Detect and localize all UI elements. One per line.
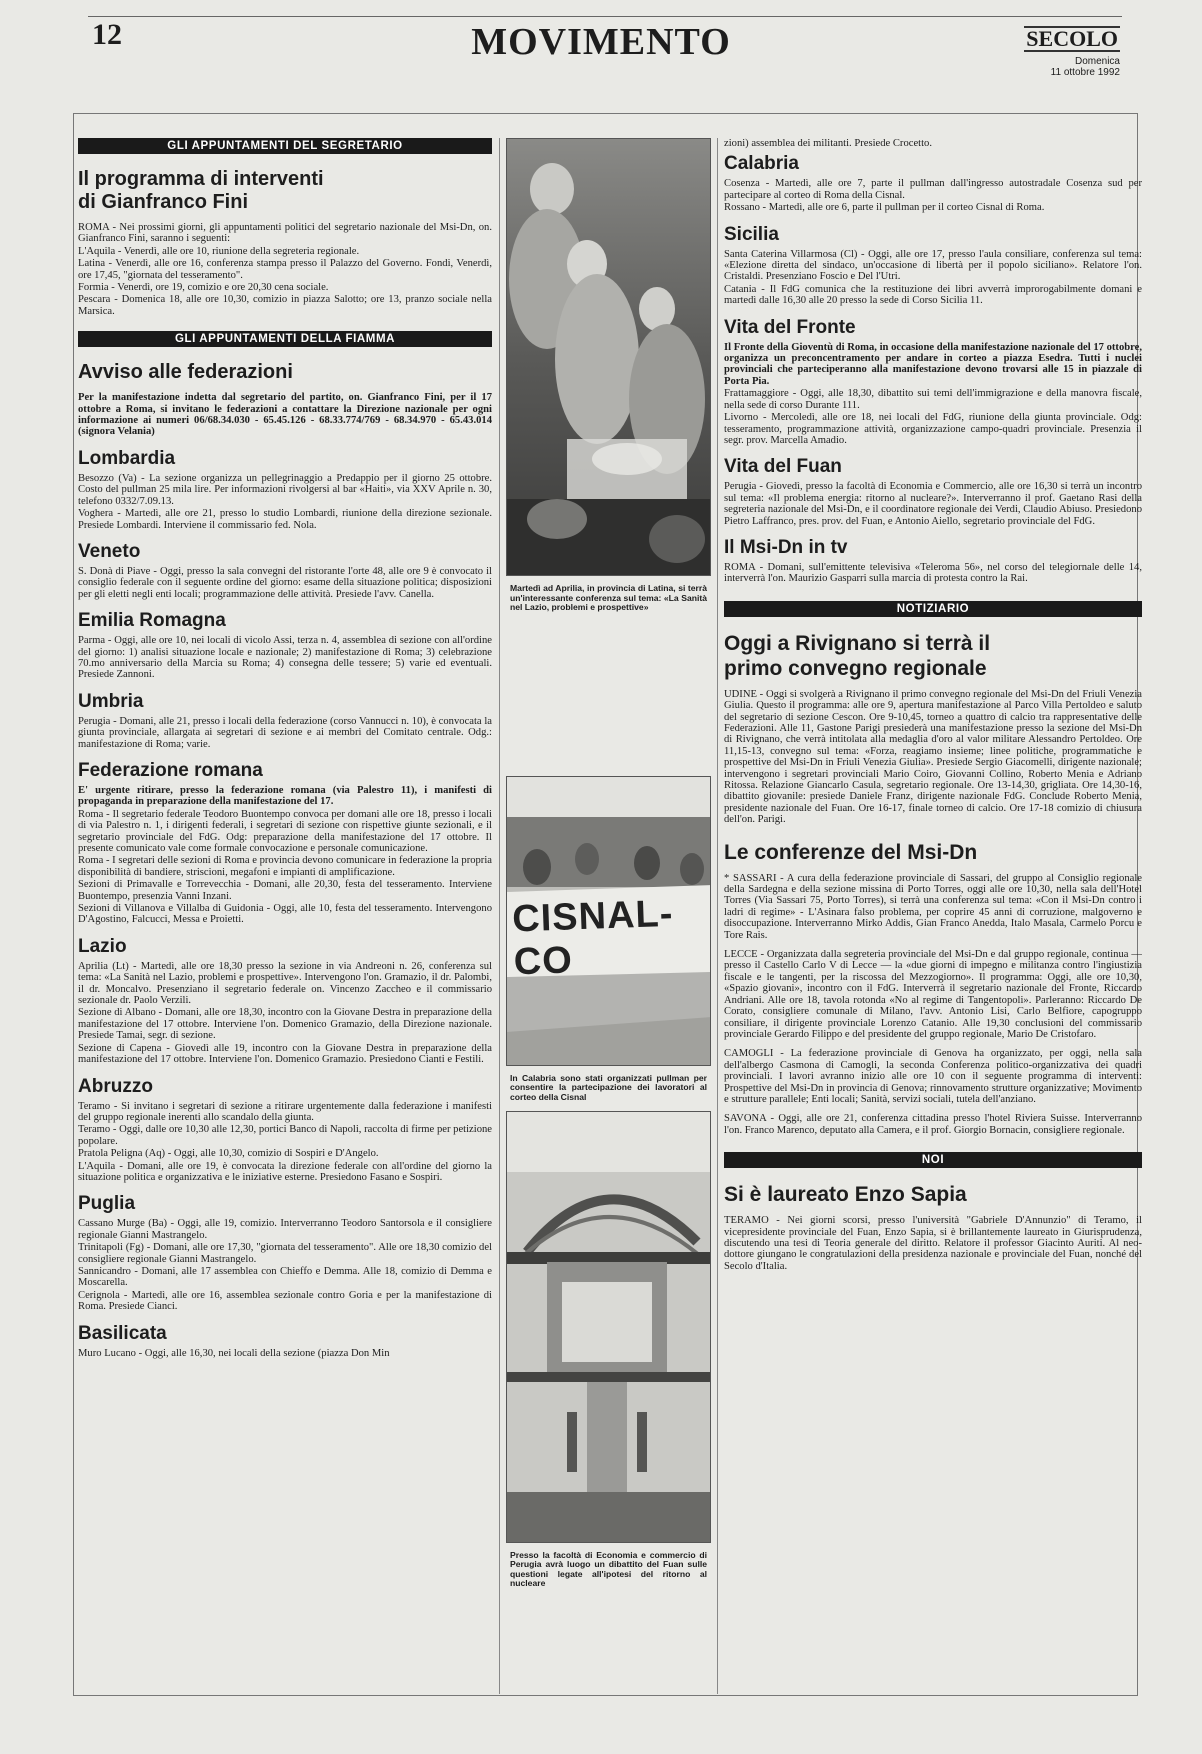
- newspaper-logo: SECOLO: [1026, 26, 1118, 51]
- heading-sicilia: Sicilia: [724, 223, 779, 245]
- heading-vita-fuan: Vita del Fuan: [724, 456, 842, 478]
- heading-federazione-romana: Federazione romana: [78, 759, 263, 781]
- paragraph: Cerignola - Martedì, alle ore 16, assemblea sezionale contro Goria e per la manifestazione di Roma. Presiede Cianci.: [78, 1289, 492, 1313]
- caption-perugia: Presso la facoltà di Economia e commercio di Perugia avrà luogo un dibattito del Fuan sulle questioni legate all'ipotesi del ritorno al nucleare: [510, 1549, 707, 1589]
- paragraph: Voghera - Martedì, alle ore 21, presso lo studio Lombardi, riunione della direzione sezionale. Presiede Lombardi. Interviene il commissario fed. Nola.: [78, 508, 492, 531]
- heading-emilia: Emilia Romagna: [78, 610, 226, 632]
- paragraph: Teramo - Si invitano i segretari di sezione a ritirare urgentemente dalla federazione i manifesti del gruppo regionale inerenti allo scandalo della giunta.: [78, 1100, 492, 1123]
- paragraph: Aprilia (Lt) - Martedì, alle ore 18,30 presso la sezione in via Andreoni n. 26, conferenza sul tema: «La Sanità nel Lazio, problemi e prospettive». Intervengono l'on. Gramazio, il dr. Palombi, il dr. Moncalvo. Presenziano il segretario federale on. Vincenzo Zaccheo e il commissario sezionale dr. Paolo Verzili.: [78, 960, 492, 1007]
- paragraph: Sezioni di Primavalle e Torrevecchia - Domani, alle 20,30, festa del tesseramento. Interviene Buontempo, presenzia Vanni Inzani.: [78, 879, 492, 902]
- paragraph: Pescara - Domenica 18, alle ore 10,30, comizio in piazza Salotto; ore 13, pranzo sociale nella Marsica.: [78, 294, 492, 317]
- paragraph: Sezioni di Villanova e Villalba di Guidonia - Oggi, alle 10, festa del tesseramento. Intervengono D'Agostino, Falcucci, Messa e Proietti.: [78, 903, 492, 926]
- band-fiamma: GLI APPUNTAMENTI DELLA FIAMMA: [78, 331, 492, 347]
- paragraph: Roma - I segretari delle sezioni di Roma e provincia devono comunicare in federazione la propria disponibilità di bandiere, striscioni, megafoni e impianti di amplificazione.: [78, 855, 492, 878]
- heading-calabria: Calabria: [724, 153, 799, 175]
- caption-aprilia: Martedì ad Aprilia, in provincia di Latina, si terrà un'interessante conferenza sul tema: «La Sanità nel Lazio, problemi e prospettive»: [510, 583, 707, 613]
- paragraph: CAMOGLI - La federazione provinciale di Genova ha organizzato, per oggi, nella sala dell'albergo Casmona di Camogli, la seconda Conferenza politico-organizzativa dei quadri provinciali. I lavori avranno inizio alle ore 10 con il seguente programma di interventi: Prospettive del Msi-Dn in provincia di Genova; rinnovamento strutture organizzative; Movimento e strutture parallele; Enti locali; Sanità, servizi sociali, tutela dell'anziano.: [724, 1048, 1142, 1105]
- paragraph: Perugia - Giovedì, presso la facoltà di Economia e Commercio, alle ore 16,30 si terrà un incontro sul tema: «Il problema energia: ritorno al nucleare?». Interverranno il prof. Gaetano Rasi della segreteria nazionale del Msi-Dn, e il coordinatore regionale dei Verdi, Claudio Abiuso. Presiedono Pietro Laffranco, pres. prov. del Fuan, e Antonio Aiello, segretario provinciale del FdG.: [724, 481, 1142, 527]
- paragraph: SAVONA - Oggi, alle ore 21, conferenza cittadina presso l'hotel Riviera Suisse. Interverranno l'on. Franco Marenco, deputato alla Camera, e il prof. Giorgio Bornacin, consigliere regionale.: [724, 1113, 1142, 1136]
- photo-perugia: [506, 1111, 711, 1543]
- paragraph: Besozzo (Va) - La sezione organizza un pellegrinaggio a Predappio per il giorno 25 ottobre. Costo del pullman 25 mila lire. Per informazioni rivolgersi al bar «Haiti», via XXV Aprile n. 30, telefono 0332/7.09.13.: [78, 472, 492, 507]
- paragraph: L'Aquila - Domani, alle ore 19, è convocata la direzione federale con all'ordine del giorno la situazione politica e organizzativa e le iniziative esterne. Presiedono Fasano e Sospiri.: [78, 1160, 492, 1183]
- heading-abruzzo: Abruzzo: [78, 1075, 153, 1097]
- heading-veneto: Veneto: [78, 540, 141, 562]
- heading-basilicata: Basilicata: [78, 1322, 167, 1344]
- heading-puglia: Puglia: [78, 1193, 136, 1215]
- paragraph: * SASSARI - A cura della federazione provinciale di Sassari, del gruppo al Consiglio regionale della Sardegna e della sezione missina di Porto Torres, oggi alle ore 10,30, nella sala dell'Hotel Torres (Via Sassari 75, Porto Torres), si terrà una conferenza sul tema: «Con il Msi-Dn contro i ladri di regime» - L'Asinara falso problema, per coprire 45 anni di corruzione, malgoverno e disoccupazione. Interverranno Mirko Addis, Gian Franco Anedda, Italo Masala, Carmelo Porcu e Tore Rais.: [724, 872, 1142, 941]
- date-line-1: Domenica: [1074, 56, 1120, 67]
- paragraph: ROMA - Domani, sull'emittente televisiva «Teleroma 56», nel corso del telegiornale delle 14, interverrà l'on. Maurizio Gasparri sulla marcia di protesta contro la Rai.: [724, 561, 1142, 585]
- heading-vita-fronte: Vita del Fronte: [724, 316, 856, 338]
- paragraph: Per la manifestazione indetta dal segretario del partito, on. Gianfranco Fini, per il 17 ottobre a Roma, si invitano le federazioni a contattare la Direzione nazionale per ogni informazione ai numeri 06/68.34.030 - 65.45.126 - 68.33.774/769 - 68.34.970 - 65.43.014 (signora Velania): [78, 392, 492, 438]
- heading-lazio: Lazio: [78, 935, 127, 957]
- paragraph: Santa Caterina Villarmosa (Cl) - Oggi, alle ore 17, presso l'aula consiliare, conferenza sul tema: «Elezione diretta del sindaco, un'occasione di libertà per il popolo siciliano». Relatore l'on. Cristaldi. Presenziano Foscio e Del l'Utri.: [724, 248, 1142, 283]
- paragraph: Rossano - Martedì, alle ore 6, parte il pullman per il corteo Cisnal di Roma.: [724, 202, 1045, 214]
- photo-surgeons: [506, 138, 711, 576]
- headline-fini: Il programma di interventi di Gianfranco Fini: [78, 168, 324, 213]
- paragraph: Cosenza - Martedì, alle ore 7, parte il pullman dall'ingresso autostradale Cosenza sud per partecipare al corteo di Roma della Cisnal.: [724, 178, 1142, 201]
- page-number: 12: [92, 18, 122, 51]
- headline-rivignano: Oggi a Rivignano si terrà il primo convegno regionale: [724, 631, 991, 680]
- band-noi: NOI: [724, 1152, 1142, 1168]
- photo-cisnal: [506, 776, 711, 1066]
- section-title: MOVIMENTO: [471, 21, 731, 63]
- banner-text: CISNAL-CO: [511, 892, 675, 984]
- date-line-2: 11 ottobre 1992: [1050, 67, 1120, 78]
- paragraph: L'Aquila - Venerdì, alle ore 10, riunione della segreteria regionale.: [78, 245, 360, 257]
- caption-calabria: In Calabria sono stati organizzati pullman per consentire la partecipazione dei lavoratori al corteo della Cisnal: [510, 1072, 707, 1102]
- paragraph: Perugia - Domani, alle 21, presso i locali della federazione (corso Vannucci n. 10), è convocata la giunta provinciale, allargata ai segretari di sezione e ai membri del Comitato centrale. Odg.: manifestazione di Roma; varie.: [78, 715, 492, 750]
- paragraph: Cassano Murge (Ba) - Oggi, alle 19, comizio. Interverranno Teodoro Santorsola e il consigliere regionale Gianni Mastrangelo.: [78, 1218, 492, 1241]
- paragraph: Teramo - Oggi, dalle ore 10,30 alle 12,30, portici Banco di Napoli, raccolta di firme per petizione popolare.: [78, 1124, 492, 1147]
- paragraph: Livorno - Mercoledì, alle ore 18, nei locali del FdG, riunione della giunta provinciale. Odg: tesseramento, programmazione attività, organizzazione campo-quadri provinciale. Presenzia il segr. prov. Marcella Amadio.: [724, 412, 1142, 446]
- paragraph: TERAMO - Nei giorni scorsi, presso l'università "Gabriele D'Annunzio" di Teramo, il vicepresidente provinciale del Fuan, Enzo Sapia, si è brillantemente laureato in Giurisprudenza, discutendo una tesi di Teoria generale del diritto. Relatore il professor Giacinto Auriti. Al neo-dottore giungano le congratulazioni della presidenza nazionale e provinciale del Fuan, nonché del Secolo d'Italia.: [724, 1215, 1142, 1272]
- paragraph: Formia - Venerdì, ore 19, comizio e ore 20,30 cena sociale.: [78, 282, 329, 294]
- masthead: [1000, 26, 1120, 78]
- middle-column: [506, 138, 711, 1694]
- column-divider-2: [717, 138, 718, 1694]
- heading-lombardia: Lombardia: [78, 447, 176, 469]
- paragraph: Trinitapoli (Fg) - Domani, alle ore 17,30, "giornata del tesseramento". Alle ore 18,30 comizio del consigliere regionale Gianni Mastrangelo.: [78, 1242, 492, 1265]
- paragraph: Frattamaggiore - Oggi, alle 18,30, dibattito sui temi dell'immigrazione e della manovra fiscale, nella sede di corso Durante 111.: [724, 388, 1142, 411]
- heading-umbria: Umbria: [78, 690, 144, 712]
- paragraph: Sannicandro - Domani, alle 17 assemblea con Chieffo e Demma. Alle 18, comizio di Demma e Moscarella.: [78, 1265, 492, 1289]
- paragraph: Parma - Oggi, alle ore 10, nei locali di vicolo Assi, terza n. 4, assemblea di sezione con all'ordine del giorno: 1) analisi situazione locale e nazionale; 2) manifestazione di Roma; 3) celebrazione 70.mo anniversario della Marcia su Roma; 4) consegna delle tessere; 5) varie ed eventuali. Presiede Zannoni.: [78, 635, 492, 681]
- column-divider-1: [499, 138, 500, 1694]
- paragraph: Muro Lucano - Oggi, alle 16,30, nei locali della sezione (piazza Don Min: [78, 1347, 390, 1359]
- photo-perugia-image: [507, 1112, 711, 1543]
- headline-conferenze: Le conferenze del Msi-Dn: [724, 840, 978, 864]
- photo-surgeons-image: [507, 139, 711, 576]
- headline-avviso: Avviso alle federazioni: [78, 361, 293, 384]
- paragraph: zioni) assemblea dei militanti. Presiede Crocetto.: [724, 138, 932, 149]
- paragraph: Latina - Venerdì, alle ore 16, conferenza stampa presso il Palazzo del Governo. Fondi, Venerdì, ore 17,45, "giornata del tesseramento".: [78, 258, 492, 281]
- headline-sapia: Si è laureato Enzo Sapia: [724, 1183, 967, 1207]
- left-column: [78, 138, 492, 1694]
- right-column: [724, 138, 1142, 1694]
- band-notiziario: NOTIZIARIO: [724, 601, 1142, 617]
- paragraph: Catania - Il FdG comunica che la restituzione dei libri avverrà improrogabilmente domani e martedì dalle 16,30 alle 20 presso la sede di Corso Sicilia 11.: [724, 283, 1142, 307]
- paragraph: Sezione di Albano - Domani, alle ore 18,30, incontro con la Giovane Destra in preparazione della manifestazione del 17 ottobre. Interviene l'on. Domenico Gramazio, della Direzione nazionale. Presiede Tamai, segr. di sezione.: [78, 1007, 492, 1042]
- paragraph: E' urgente ritirare, presso la federazione romana (via Palestro 11), i manifesti di propaganda in preparazione della manifestazione del 17.: [78, 784, 492, 808]
- paragraph: Il Fronte della Gioventù di Roma, in occasione della manifestazione nazionale del 17 ottobre, organizza un preconcentramento per andare in corteo a piazza Esedra. Tutti i nuclei provinciali che parteciperanno alla manifestazione devono trovarsi alle 15 in piazzale di Porta Pia.: [724, 341, 1142, 387]
- paragraph: LECCE - Organizzata dalla segreteria provinciale del Msi-Dn e dal gruppo regionale, continua — presso il Castello Carlo V di Lecce — la «due giorni di impegno e militanza contro l'ingiustizia fiscale e le tangenti, per la riscossa del Mezzogiorno». Il programma: Oggi, alle ore 10,30, «Spazio giovani», incontro con il FdG. Interverrà il segretario nazionale del Fronte, Riccardo Andriani. Alle ore 18, tavola rotonda «No al regime di Tangentopoli». Parleranno: Riccardo De Corato, consigliere comunale di Milano, l'avv. Antonio Lisi, Carlo Belfiore, capogruppo consiliare, il dirigente provinciale Lorenzo Catanio. Alle 19,30 conclusioni del commissario provinciale Gerardo Filippo e del presidente del gruppo regionale, Mario De Cristofaro.: [724, 949, 1142, 1040]
- paragraph: S. Donà di Piave - Oggi, presso la sala convegni del ristorante l'orte 48, alle ore 9 è convocato il consiglio federale con il seguente ordine del giorno: esame della situazione politica; disposizioni per gli eletti negli enti locali; programmazione delle attività. Presiede l'avv. Canella.: [78, 565, 492, 600]
- band-segretario: GLI APPUNTAMENTI DEL SEGRETARIO: [78, 138, 492, 154]
- paragraph: ROMA - Nei prossimi giorni, gli appuntamenti politici del segretario nazionale del Msi-Dn, on. Gianfranco Fini, saranno i seguenti:: [78, 222, 492, 245]
- paragraph: Pratola Peligna (Aq) - Oggi, alle 10,30, comizio di Sospiri e D'Angelo.: [78, 1148, 379, 1160]
- paragraph: Roma - Il segretario federale Teodoro Buontempo convoca per domani alle ore 18, presso i locali di via Palestro n. 1, i dirigenti federali, i segretari di sezione con rispettive giunte sezionali, e il segretario provinciale del FdG. Odg: preparazione della manifestazione del 17 ottobre. Il presente comunicato vale come formale convocazione e personale comunicazione.: [78, 808, 492, 854]
- heading-msi-tv: Il Msi-Dn in tv: [724, 536, 848, 558]
- header-rule: [88, 16, 1122, 17]
- paragraph: Sezione di Capena - Giovedì alle 19, incontro con la Giovane Destra in preparazione della manifestazione del 17 ottobre. Interviene l'on. Domenico Gramazio. Presiedono Cianti e Festili.: [78, 1042, 492, 1066]
- paragraph: UDINE - Oggi si svolgerà a Rivignano il primo convegno regionale del Msi-Dn del Friuli Venezia Giulia. Questo il programma: alle ore 9, apertura manifestazione al Parco Villa Pertoldeo e saluto del segretario di sezione Cescon. Ore 9-10,45, torneo a quattro di calcio tra rappresentative delle Federazioni. Alle 11, Gastone Parigi presiederà una manifestazione presso la sezione del Msi-Dn di Rivignano, che verrà intitolata alla medaglia d'oro al valor militare Alessandro Pertoldeo. Ore 11,15-13, convegno sul tema: «Forza, reagiamo insieme; linee politiche, programmatiche e prospettive del Msi-Dn in Friuli Venezia Giulia». Presiede Sergio Giacomelli, dirigente nazionale; intervengono i segretari provinciali Mario Coiro, Giovanni Collino, Roberto Menia e Adriano Ritossa. Relazione Giancarlo Casula, segretario regionale. Ore 13-14,30, grigliata. Ore 14,30-16, dibattito giovanile: presiede Daniele Franz, dirigente nazionale FdG. Conclude Roberto Menia, presidente nazionale del Fuan. Ore 16-17, finale torneo di calcio. Ore 17-18 comizio di chiusura dell'on. Parigi.: [724, 688, 1142, 826]
